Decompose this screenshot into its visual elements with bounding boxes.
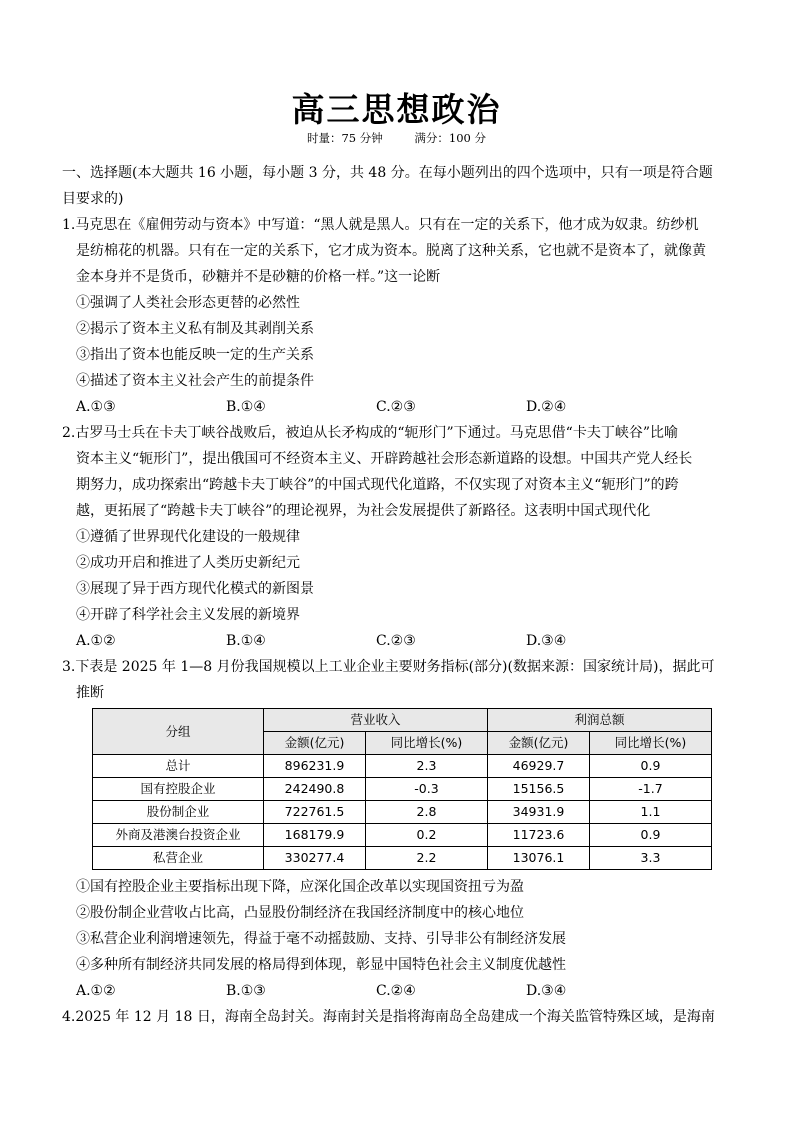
- table-cell: 242490.8: [264, 778, 366, 801]
- statement: ④多种所有制经济共同发展的格局得到体现，彰显中国特色社会主义制度优越性: [76, 957, 566, 973]
- statement: ①强调了人类社会形态更替的必然性: [76, 295, 300, 311]
- statement: ③指出了资本也能反映一定的生产关系: [76, 347, 314, 363]
- financial-table: [92, 708, 712, 870]
- statement: ②成功开启和推进了人类历史新纪元: [76, 555, 300, 571]
- answer-choices: [62, 978, 742, 1004]
- choice-c[interactable]: C.②④: [376, 983, 416, 999]
- table-row: [93, 847, 712, 870]
- exam-meta: [0, 130, 793, 146]
- choice-c[interactable]: C.②③: [376, 633, 416, 649]
- question-3-stem: 3.下表是 2025 年 1—8 月份我国规模以上工业企业主要财务指标(部分)(数据来源：国家统计局)，据此可 推断: [62, 659, 715, 701]
- answer-choices: [62, 628, 742, 654]
- table-cell: 46929.7: [487, 755, 589, 778]
- table-cell: 3.3: [590, 847, 712, 870]
- table-cell: 34931.9: [487, 801, 589, 824]
- statement: ②揭示了资本主义私有制及其剥削关系: [76, 321, 314, 337]
- statement: ①国有控股企业主要指标出现下降，应深化国企改革以实现国资扭亏为盈: [76, 879, 524, 895]
- table-cell: 15156.5: [487, 778, 589, 801]
- table-cell: 股份制企业: [93, 801, 264, 824]
- choice-d[interactable]: D.②④: [526, 399, 567, 415]
- table-cell: 2.8: [366, 801, 488, 824]
- table-subheader: 金额(亿元): [264, 732, 366, 755]
- table-cell: 1.1: [590, 801, 712, 824]
- time-limit: 时量：75 分钟: [306, 131, 383, 145]
- table-subheader: 金额(亿元): [487, 732, 589, 755]
- table-header-group: 分组: [93, 709, 264, 755]
- answer-choices: [62, 394, 742, 420]
- table-cell: 722761.5: [264, 801, 366, 824]
- full-score: 满分：100 分: [414, 131, 487, 145]
- table-cell: 168179.9: [264, 824, 366, 847]
- table-cell: 0.9: [590, 755, 712, 778]
- statement: ②股份制企业营收占比高，凸显股份制经济在我国经济制度中的核心地位: [76, 905, 524, 921]
- question-2-stem: 2.古罗马士兵在卡夫丁峡谷战败后，被迫从长矛构成的“轭形门”下通过。马克思借“卡夫丁峡谷”比喻 资本主义“轭形门”，提出俄国可不经资本主义、开辟跨越社会形态新道路的设想。中国共产党人经长 期努力，成功探索出“跨越卡夫丁峡谷”的中国式现代化道路，不仅实现了对资本主义“轭形门”的跨 越，更拓展了“跨越卡夫丁峡谷”的理论视界，为社会发展提供了新路径。这表明中国式现代化: [62, 425, 693, 519]
- table-cell: 国有控股企业: [93, 778, 264, 801]
- section-heading: 一、选择题(本大题共 16 小题，每小题 3 分，共 48 分。在每小题列出的四个选项中，只有一项是符合题 目要求的): [62, 165, 713, 207]
- table-header-profit: 利润总额: [487, 709, 711, 732]
- table-cell: 896231.9: [264, 755, 366, 778]
- table-subheader: 同比增长(%): [590, 732, 712, 755]
- statement: ③展现了异于西方现代化模式的新图景: [76, 581, 314, 597]
- question-2: [62, 420, 742, 654]
- choice-d[interactable]: D.③④: [526, 633, 567, 649]
- table-cell: 11723.6: [487, 824, 589, 847]
- table-cell: 13076.1: [487, 847, 589, 870]
- choice-c[interactable]: C.②③: [376, 399, 416, 415]
- table-cell: 外商及港澳台投资企业: [93, 824, 264, 847]
- question-3: [62, 654, 742, 1004]
- question-4: [62, 1004, 742, 1030]
- statement: ④描述了资本主义社会产生的前提条件: [76, 373, 314, 389]
- choice-a[interactable]: A.①②: [76, 983, 116, 999]
- choice-a[interactable]: A.①②: [76, 633, 116, 649]
- statement: ③私营企业利润增速领先，得益于毫不动摇鼓励、支持、引导非公有制经济发展: [76, 931, 566, 947]
- question-1-stem: 1.马克思在《雇佣劳动与资本》中写道：“黑人就是黑人。只有在一定的关系下，他才成为奴隶。纺纱机 是纺棉花的机器。只有在一定的关系下，它才成为资本。脱离了这种关系，它也就不是资本了，就像黄 金本身并不是货币，砂糖并不是砂糖的价格一样。”这一论断: [62, 217, 706, 285]
- table-row: [93, 755, 712, 778]
- table-cell: 330277.4: [264, 847, 366, 870]
- table-row: [93, 824, 712, 847]
- statement: ④开辟了科学社会主义发展的新境界: [76, 607, 300, 623]
- table-subheader: 同比增长(%): [366, 732, 488, 755]
- exam-title: 高三思想政治: [291, 90, 502, 129]
- table-cell: 总计: [93, 755, 264, 778]
- statement: ①遵循了世界现代化建设的一般规律: [76, 529, 300, 545]
- table-cell: 私营企业: [93, 847, 264, 870]
- table-cell: -0.3: [366, 778, 488, 801]
- table-cell: 2.3: [366, 755, 488, 778]
- table-row: [93, 801, 712, 824]
- table-cell: -1.7: [590, 778, 712, 801]
- choice-b[interactable]: B.①④: [226, 399, 266, 415]
- table-cell: 0.9: [590, 824, 712, 847]
- exam-body: [62, 160, 742, 1030]
- choice-d[interactable]: D.③④: [526, 983, 567, 999]
- table-cell: 2.2: [366, 847, 488, 870]
- choice-b[interactable]: B.①④: [226, 633, 266, 649]
- question-4-stem: 4.2025 年 12 月 18 日，海南全岛封关。海南封关是指将海南岛全岛建成一个海关监管特殊区域，是海南: [62, 1009, 715, 1025]
- choice-a[interactable]: A.①③: [76, 399, 116, 415]
- table-cell: 0.2: [366, 824, 488, 847]
- question-1: [62, 212, 742, 420]
- table-header-revenue: 营业收入: [264, 709, 488, 732]
- table-row: [93, 778, 712, 801]
- choice-b[interactable]: B.①③: [226, 983, 266, 999]
